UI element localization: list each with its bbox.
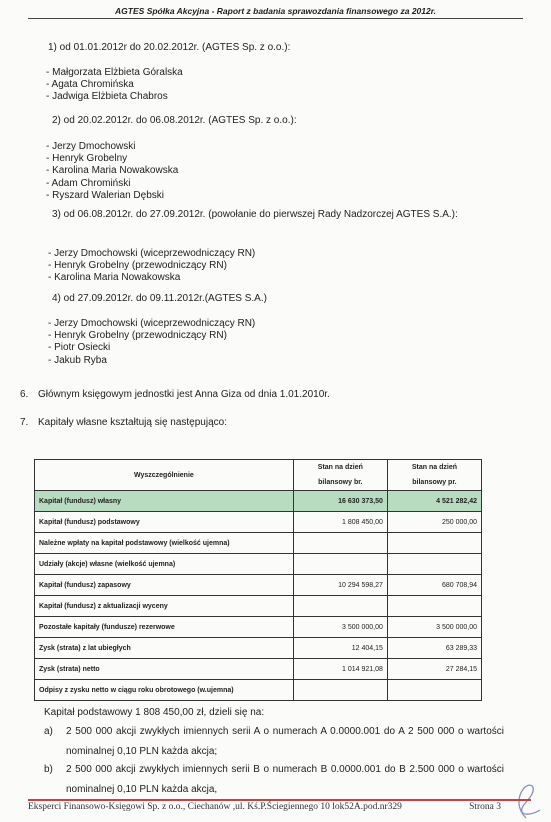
row-label: Pozostałe kapitały (fundusze) rezerwowe [35,617,294,638]
row-value-previous: 63 289,33 [387,638,481,659]
board-period: 2) od 20.02.2012r. do 06.08.2012r. (AGTES Sp. z o.o.): [52,115,297,126]
row-value-current: 3 500 000,00 [293,617,387,638]
table-row [35,554,482,575]
member: - Henryk Grobelny (przewodniczący RN) [48,260,227,272]
row-label: Zysk (strata) netto [35,659,294,680]
row-value-previous: 3 500 000,00 [387,617,481,638]
row-label: Kapitał (fundusz) podstawowy [35,512,294,533]
board-members [46,67,183,104]
member: - Adam Chromiński [46,177,131,189]
row-value-current: 10 294 598,27 [293,575,387,596]
row-value-previous: 680 708,94 [387,575,481,596]
item-text: 2 500 000 akcji zwykłych imiennych serii A o numerach A 0.0000.001 do A 2 500 000 o wartości nominalnej 0,10 PLN każda akcja; [66,726,504,757]
member: - Ryszard Walerian Dębski [46,189,164,201]
paragraph-7 [20,417,227,428]
header-line: Stan na dzień [317,464,363,471]
item-marker: a) [44,726,53,737]
row-value-current [293,680,387,701]
footer-text: Eksperci Finansowo-Księgowi Sp. z o.o., Ciechanów ,ul. Kś.P.Ściegiennego 10 lok52A.pod.nr329 [28,802,402,812]
row-value-current [293,596,387,617]
paragraph-number: 6. [20,389,29,400]
row-value-previous: 4 521 282,42 [387,491,481,512]
capital-intro: Kapitał podstawowy 1 808 450,00 zł, dzieli się na: [44,707,265,718]
item-marker: b) [44,764,53,775]
board-period: 3) od 06.08.2012r. do 27.09.2012r. (powołanie do pierwszej Rady Nadzorczej AGTES S.A.): [52,209,458,220]
header-line: bilansowy br. [318,479,363,486]
row-value-previous [387,554,481,575]
row-label: Zysk (strata) z lat ubiegłych [35,638,294,659]
row-value-previous [387,596,481,617]
member: - Jadwiga Elżbieta Chabros [46,91,168,103]
row-value-current [293,533,387,554]
header-cell [387,460,481,491]
row-value-current: 1 808 450,00 [293,512,387,533]
equity-table [34,459,482,701]
row-value-current [293,554,387,575]
table-row [35,533,482,554]
page-header: AGTES Spółka Akcyjna - Raport z badania sprawozdania finansowego za 2012r. [28,6,523,19]
item-text: 2 500 000 akcji zwykłych imiennych serii B o numerach B 0.0000.001 do B 2.500 000 o wartości nominalnej 0,10 PLN każda akcja, [66,764,504,795]
table-row [35,596,482,617]
row-value-current: 12 404,15 [293,638,387,659]
row-label: Udziały (akcje) własne (wielkość ujemna) [35,554,294,575]
capital-item [44,760,504,800]
board-members [46,141,178,202]
member: - Jerzy Dmochowski [46,141,136,152]
row-value-previous: 27 284,15 [387,659,481,680]
table-row [35,575,482,596]
table-row [35,680,482,701]
header-line: Stan na dzień [411,464,457,471]
row-label: Odpisy z zysku netto w ciągu roku obrotowego (w.ujemna) [35,680,294,701]
member: - Jerzy Dmochowski (wiceprzewodniczący RN) [48,318,256,329]
table-row [35,638,482,659]
row-label: Kapitał (fundusz) zapasowy [35,575,294,596]
paragraph-text: Kapitały własne kształtują się następująco: [38,417,227,428]
row-label: Kapitał (fundusz) własny [35,491,294,512]
table-row [35,617,482,638]
member: - Henryk Grobelny [46,153,128,165]
board-period: 4) od 27.09.2012r. do 09.11.2012r.(AGTES S.A.) [52,293,267,304]
paragraph-text: Głównym księgowym jednostki jest Anna Giza od dnia 1.01.2010r. [38,389,330,400]
member: - Małgorzata Elżbieta Góralska [46,67,183,78]
paragraph-6 [20,389,330,400]
member: - Karolina Maria Nowakowska [46,165,179,177]
member: - Henryk Grobelny (przewodniczący RN) [48,330,227,342]
table-row [35,491,482,512]
member: - Agata Chromińska [46,79,134,91]
table-row [35,659,482,680]
member: - Karolina Maria Nowakowska [48,272,181,284]
table-row [35,512,482,533]
capital-item [44,722,504,762]
board-members [48,318,255,367]
page-number: Strona 3 [469,802,501,812]
member: - Piotr Osiecki [48,342,111,354]
header-cell: Wyszczególnienie [35,460,294,491]
header-cell [293,460,387,491]
row-value-previous: 250 000,00 [387,512,481,533]
table-header-row [35,460,482,491]
row-label: Kapitał (fundusz) z aktualizacji wyceny [35,596,294,617]
paragraph-number: 7. [20,417,29,428]
header-line: bilansowy pr. [412,479,457,486]
row-value-previous [387,680,481,701]
row-value-current: 16 630 373,50 [293,491,387,512]
page-footer [28,799,531,812]
row-value-current: 1 014 921,08 [293,659,387,680]
board-period: 1) od 01.01.2012r do 20.02.2012r. (AGTES Sp. z o.o.): [48,42,291,53]
member: - Jakub Ryba [48,354,107,366]
member: - Jerzy Dmochowski (wiceprzewodniczący RN) [48,248,256,259]
row-value-previous [387,533,481,554]
row-label: Należne wpłaty na kapitał podstawowy (wielkość ujemna) [35,533,294,554]
board-members [48,248,255,285]
